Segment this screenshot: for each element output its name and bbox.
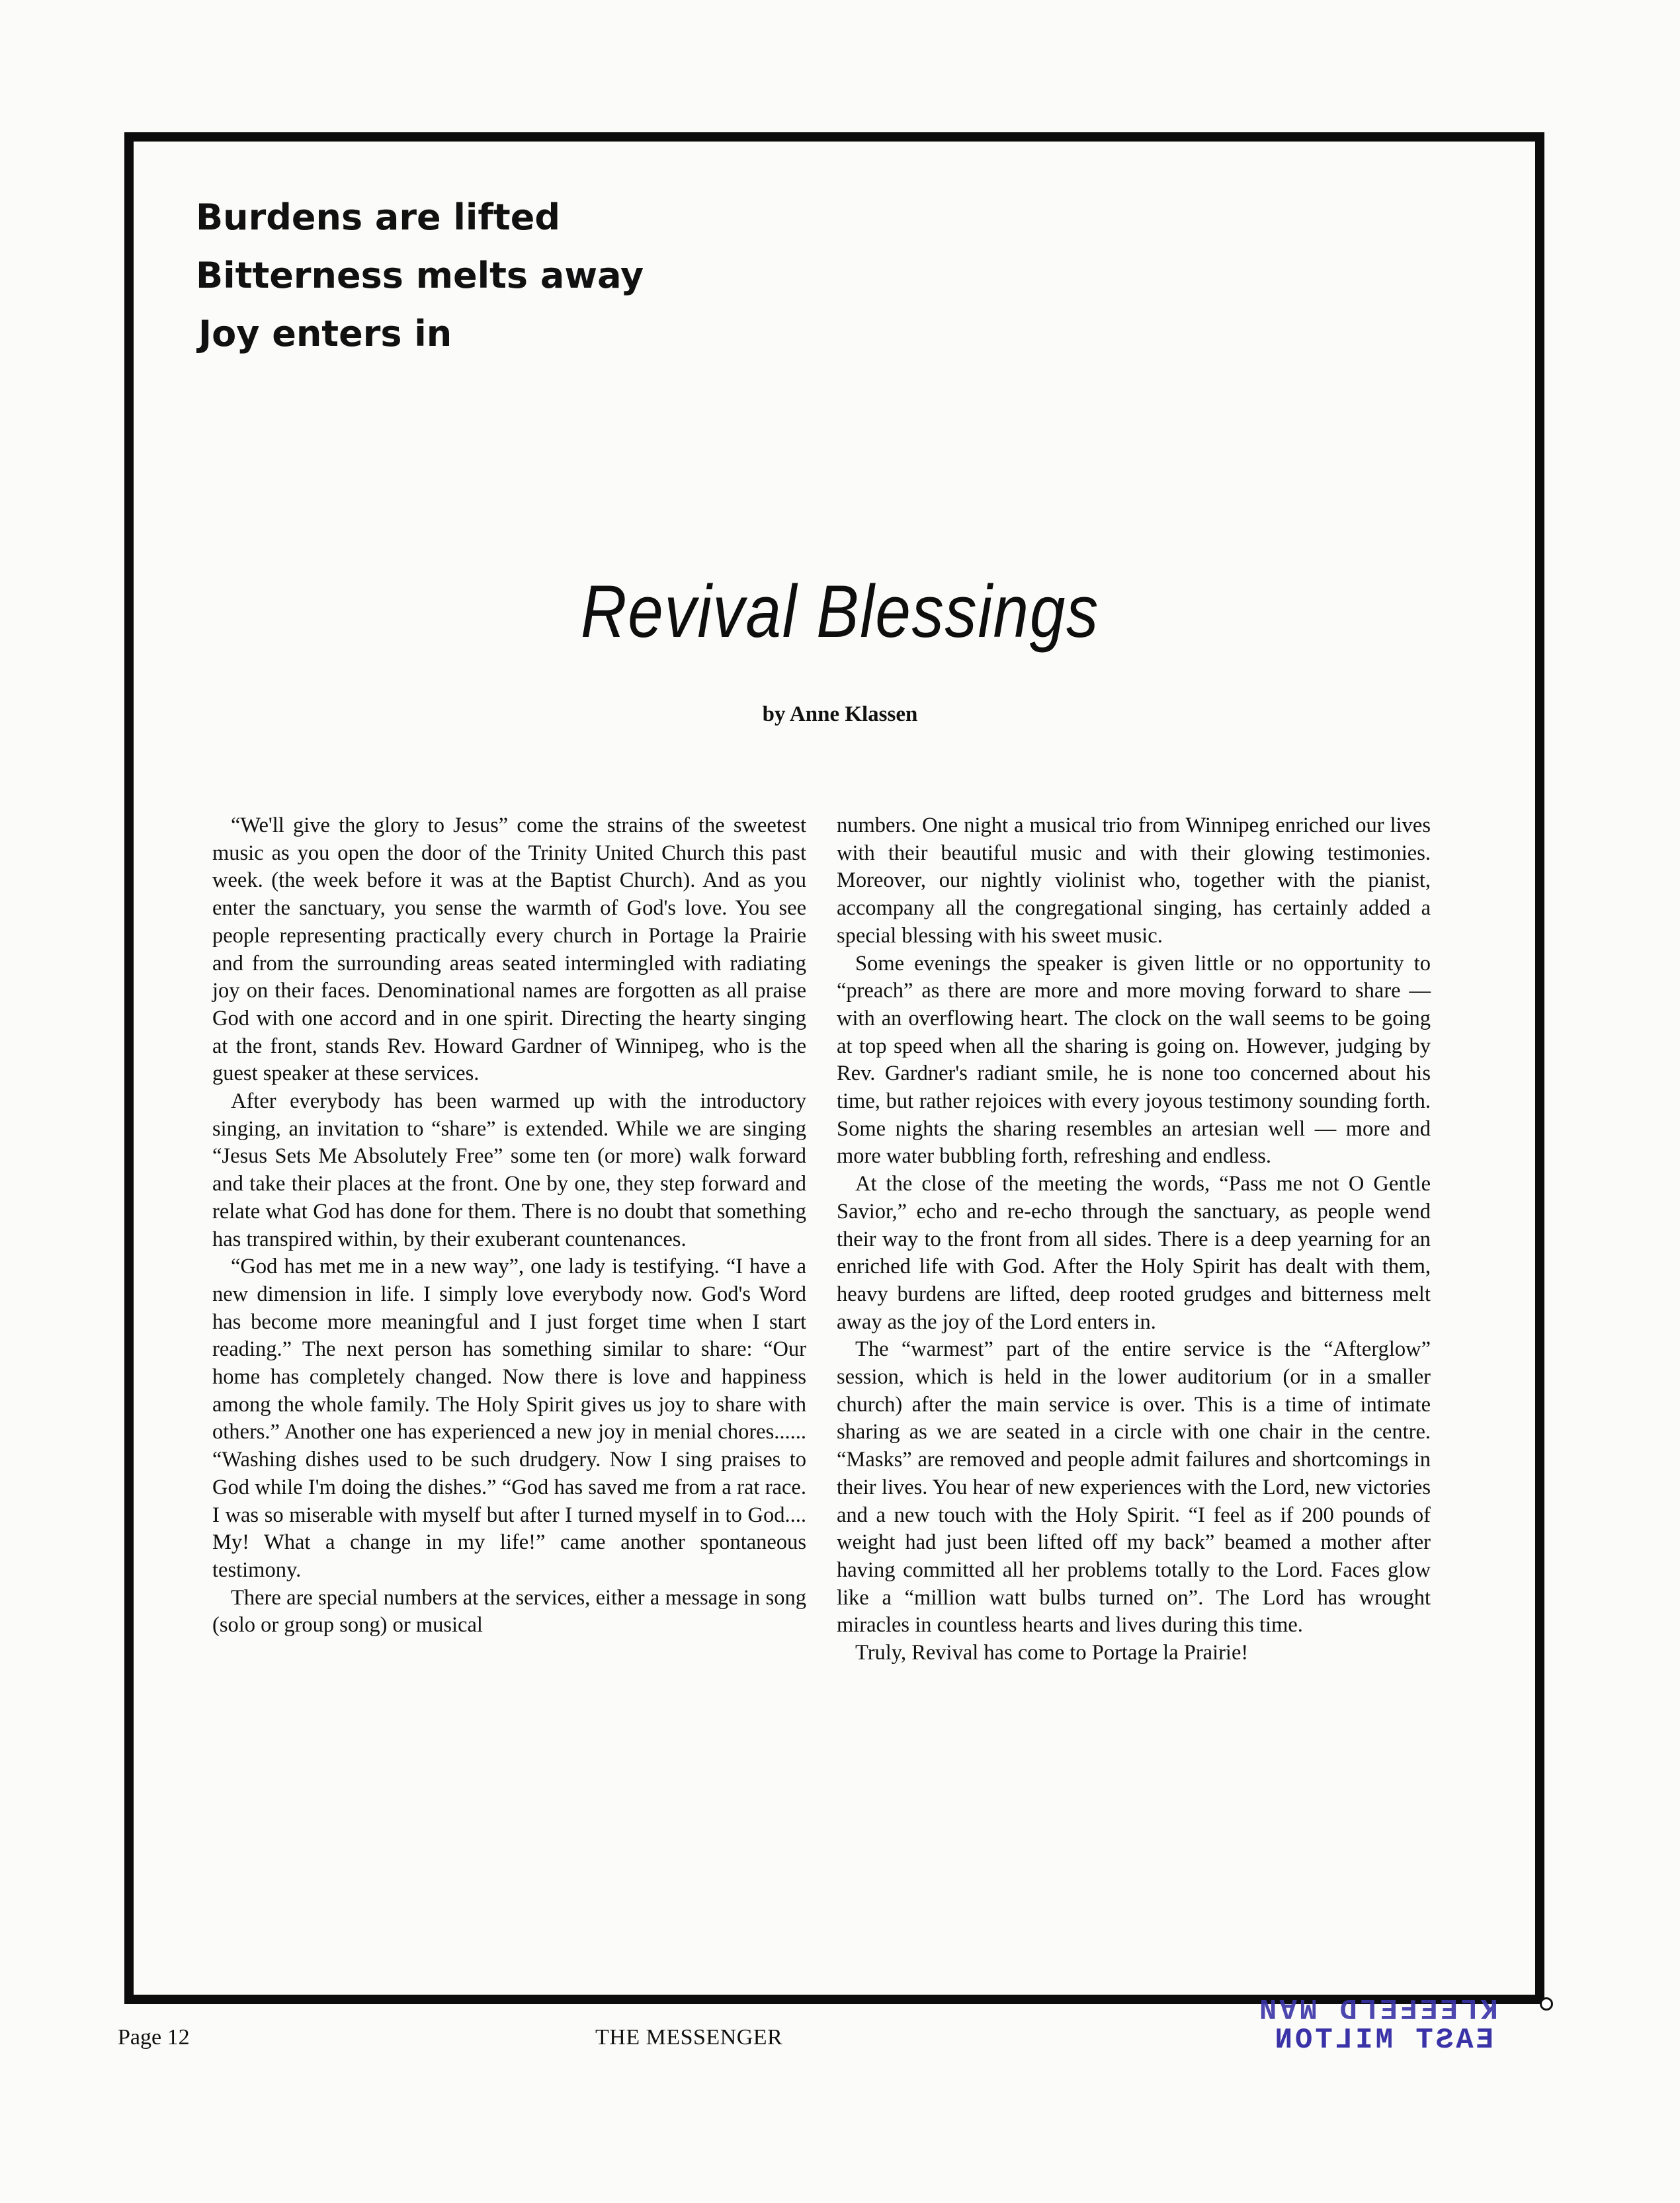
article-byline: by Anne Klassen <box>762 702 918 726</box>
article-column-right <box>837 812 1431 1667</box>
paragraph: The “warmest” part of the entire service is the “Afterglow” session, which is held in the lower auditorium (or in a smaller church) after the main service is over. This is a time of intimate sharing as we are seated in a circle with one chair in the centre. “Masks” are removed and people admit failures and shortcomings in their lives. You hear of new experiences with the Lord, new victories and a new touch with the Holy Spirit. “I feel as if 200 pounds of weight had just been lifted off my back” beamed a mother after having committed all her problems totally to the Lord. Faces glow like a “million watt bulbs turned on”. The Lord has wrought miracles in countless hearts and lives during this time. <box>837 1337 1431 1638</box>
paragraph: Truly, Revival has come to Portage la Prairie! <box>855 1641 1249 1665</box>
paragraph: At the close of the meeting the words, “Pass me not O Gentle Savior,” echo and re-echo through the sanctuary, as people wend their way to the front from all sides. There is a deep yearning for an enriched life with God. After the Holy Spirit has dealt with them, heavy burdens are lifted, deep rooted grudges and bitterness melt away as the joy of the Lord enters in. <box>837 1172 1431 1334</box>
pull-quote-headlines <box>196 188 644 363</box>
paragraph: “God has met me in a new way”, one lady is testifying. “I have a new dimension in life. I simply love everybody now. God's Word has become more meaningful and I just forget time when I start reading.” The next person has something similar to share: “Our home has completely changed. Now there is love and happiness among the whole family. The Holy Spirit gives us joy to share with others.” Another one has experienced a new joy in menial chores...... “Washing dishes used to be such drudgery. Now I sing praises to God while I'm doing the dishes.” “God has saved me from a rat race. I was so miserable with myself but after I turned myself in to God.... My! What a change in my life!” came another spontaneous testimony. <box>212 1255 806 1582</box>
paragraph: There are special numbers at the services, either a message in song (solo or group song) or musical <box>212 1585 806 1638</box>
paragraph: After everybody has been warmed up with the introductory singing, an invitation to “share” is extended. While we are singing “Jesus Sets Me Absolutely Free” some ten (or more) walk forward and take their places at the front. One by one, they step forward and relate what God has done for them. There is no doubt that something has transpired within, by their exuberant countenances. <box>212 1089 806 1251</box>
paragraph: numbers. One night a musical trio from Winnipeg enriched our lives with their beautiful music and with their glowing testimonies. Moreover, our nightly violinist who, together with the pianist, accompany all the congregational singing, has certainly added a special blessing with his sweet music. <box>837 813 1431 948</box>
headline-line-2: Bitterness melts away <box>196 255 644 296</box>
article-column-left <box>212 812 806 1640</box>
page-number: Page 12 <box>118 2025 190 2050</box>
article-title: Revival Blessings <box>580 570 1100 653</box>
stamp-line-2: EAST MILTON <box>1272 2024 1493 2057</box>
frame-corner-mark <box>1540 1997 1553 2011</box>
paragraph: Some evenings the speaker is given little or no opportunity to “preach” as there are more and more moving forward to share — with an overflowing heart. The clock on the wall seems to be going at top speed when all the sharing is going on. However, judging by Rev. Gardner's radiant smile, he is none too concerned about his time, but rather rejoices with every joyous testimony sounding forth. Some nights the sharing resembles an artesian well — more and more water bubbling forth, refreshing and endless. <box>837 951 1431 1169</box>
headline-line-1: Burdens are lifted <box>196 196 560 238</box>
address-stamp <box>1257 1991 1508 2057</box>
headline-line-3: Joy enters in <box>198 313 452 354</box>
stamp-line-1: KLEEFELD MAN <box>1257 1991 1498 2024</box>
magazine-name: THE MESSENGER <box>595 2025 783 2050</box>
paragraph: “We'll give the glory to Jesus” come the strains of the sweetest music as you open the door of the Trinity United Church this past week. (the week before it was at the Baptist Church). And as you enter the sanctuary, you sense the warmth of God's love. You see people representing practically every church in Portage la Prairie and from the surrounding areas seated intermingled with radiating joy on their faces. Denominational names are forgotten as all praise God with one accord and in one spirit. Directing the hearty singing at the front, stands Rev. Howard Gardner of Winnipeg, who is the guest speaker at these services. <box>212 813 806 1086</box>
